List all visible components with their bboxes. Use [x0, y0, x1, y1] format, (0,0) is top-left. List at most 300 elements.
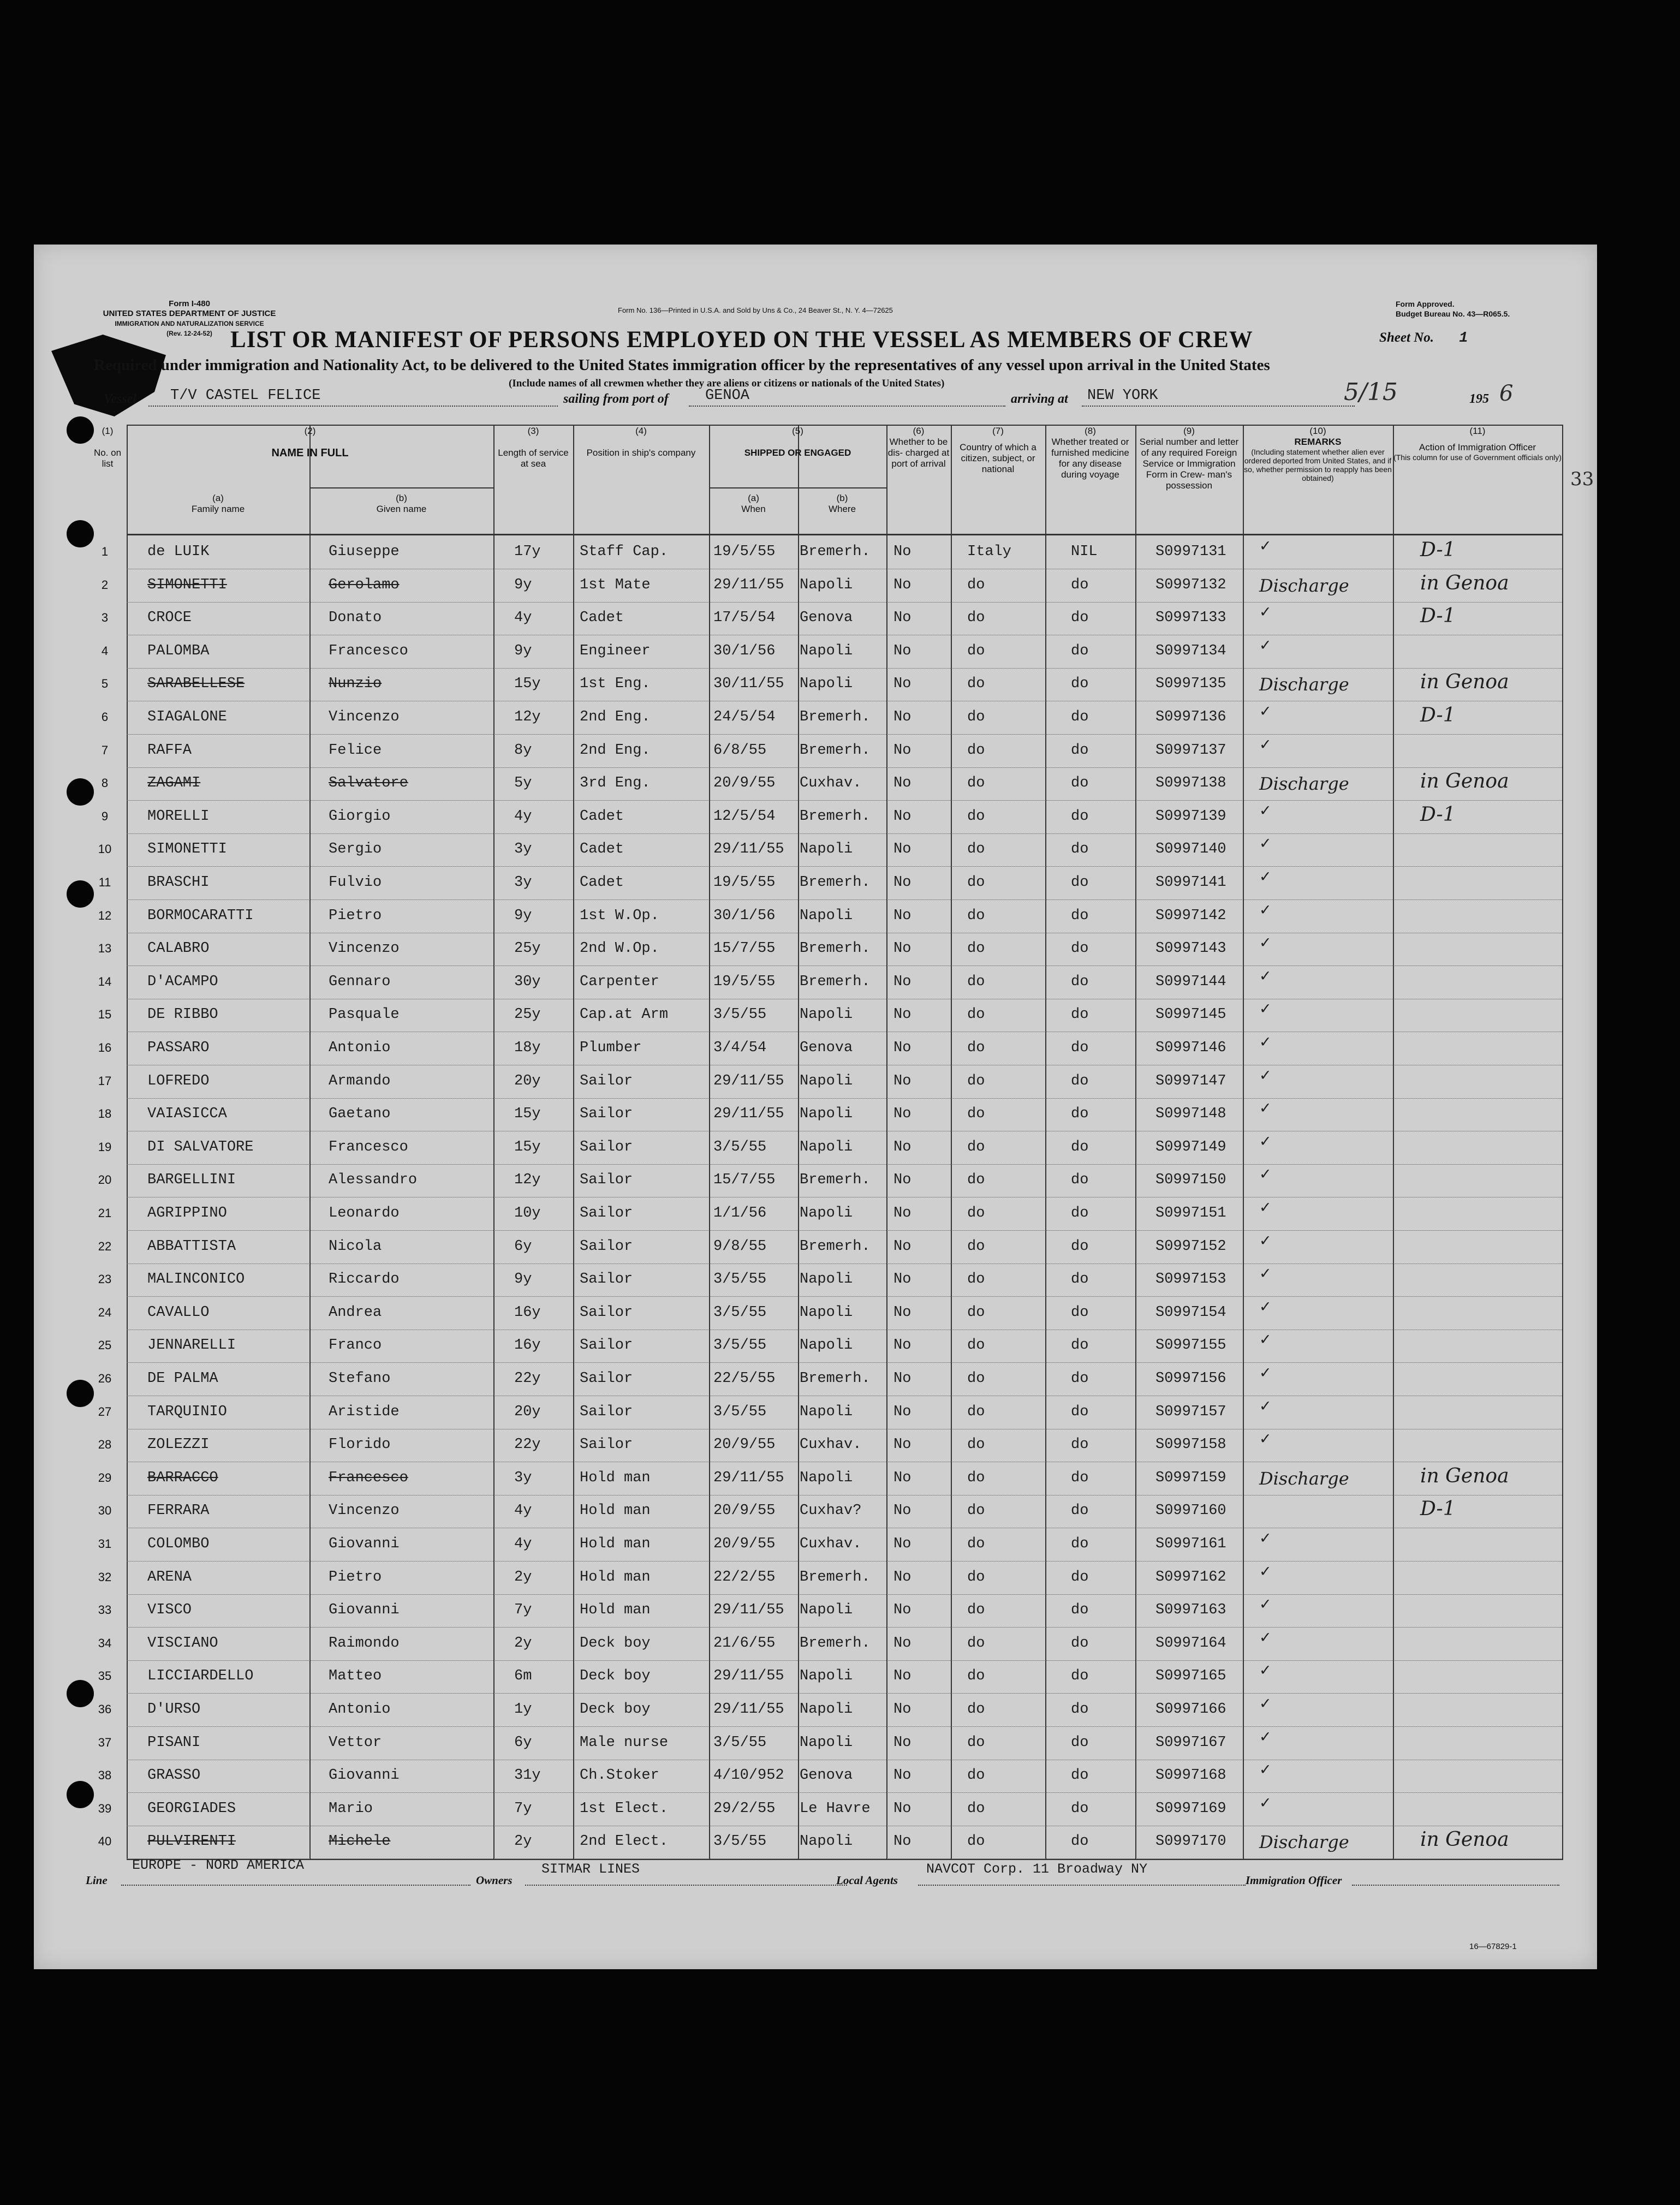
crew-family-name: SIAGALONE	[147, 709, 227, 725]
row-number: 15	[98, 1008, 112, 1022]
crew-serial-number: S0997134	[1155, 642, 1226, 659]
crew-family-name: AGRIPPINO	[147, 1205, 227, 1221]
crew-country: do	[967, 1238, 985, 1255]
row-number: 25	[98, 1338, 112, 1352]
crew-treated: do	[1071, 973, 1089, 990]
crew-length-of-service: 31y	[514, 1767, 541, 1784]
crew-shipped-where: Bremerh.	[800, 1370, 871, 1387]
crew-country: do	[967, 642, 985, 659]
crew-treated: do	[1071, 1205, 1089, 1221]
crew-position: Hold man	[580, 1503, 651, 1519]
crew-shipped-where: Bremerh.	[800, 940, 871, 957]
crew-treated: do	[1071, 775, 1089, 792]
crew-treated: do	[1071, 1469, 1089, 1486]
crew-discharged: No	[893, 1304, 912, 1321]
crew-remarks: ✓	[1259, 1232, 1272, 1249]
crew-serial-number: S0997135	[1155, 676, 1226, 693]
crew-length-of-service: 6m	[514, 1668, 532, 1685]
crew-length-of-service: 9y	[514, 907, 532, 924]
page-number: 33	[1570, 468, 1594, 490]
table-row	[34, 1066, 1597, 1099]
table-row	[34, 1198, 1597, 1231]
table-row	[34, 867, 1597, 900]
crew-shipped-when: 19/5/55	[713, 973, 776, 990]
crew-family-name: VAIASICCA	[147, 1106, 227, 1123]
crew-shipped-when: 30/1/56	[713, 907, 776, 924]
crew-discharged: No	[893, 907, 912, 924]
crew-given-name: Vincenzo	[329, 940, 400, 957]
crew-remarks: ✓	[1259, 802, 1272, 819]
row-number: 11	[98, 875, 111, 889]
crew-family-name: de LUIK	[147, 544, 210, 560]
crew-family-name: JENNARELLI	[147, 1337, 236, 1354]
crew-country: do	[967, 841, 985, 858]
agents-name: NAVCOT Corp. 11 Broadway NY	[926, 1861, 1148, 1877]
crew-family-name: BORMOCARATTI	[147, 907, 254, 924]
crew-remarks: ✓	[1259, 1199, 1272, 1216]
table-row	[34, 967, 1597, 999]
crew-officer-action: D-1	[1420, 704, 1456, 726]
crew-shipped-when: 3/5/55	[713, 1337, 767, 1354]
crew-shipped-where: Cuxhav.	[800, 775, 862, 792]
crew-discharged: No	[893, 1800, 912, 1817]
crew-given-name: Florido	[329, 1437, 391, 1453]
crew-family-name: D'URSO	[147, 1701, 201, 1718]
crew-serial-number: S0997160	[1155, 1503, 1226, 1519]
crew-treated: do	[1071, 1602, 1089, 1619]
crew-shipped-when: 3/5/55	[713, 1006, 767, 1023]
crew-officer-action: D-1	[1420, 605, 1456, 628]
crew-country: do	[967, 808, 985, 825]
table-row	[34, 1363, 1597, 1396]
crew-position: Sailor	[580, 1072, 633, 1089]
form-title: LIST OR MANIFEST OF PERSONS EMPLOYED ON THE VESSEL AS MEMBERS OF CREW	[230, 327, 1253, 353]
crew-shipped-when: 29/11/55	[713, 1668, 784, 1685]
crew-discharged: No	[893, 610, 912, 627]
crew-given-name: Salvatore	[329, 775, 408, 792]
row-number: 40	[98, 1834, 112, 1849]
crew-position: Ch.Stoker	[580, 1767, 659, 1784]
crew-treated: do	[1071, 1833, 1089, 1850]
crew-family-name: PISANI	[147, 1734, 201, 1751]
crew-given-name: Francesco	[329, 1139, 408, 1155]
col-family-header: (a) Family name	[191, 493, 245, 514]
crew-serial-number: S0997162	[1155, 1569, 1226, 1586]
crew-given-name: Gaetano	[329, 1106, 391, 1123]
table-row	[34, 999, 1597, 1032]
table-row	[34, 1595, 1597, 1628]
crew-shipped-when: 17/5/54	[713, 610, 776, 627]
crew-remarks: ✓	[1259, 1100, 1272, 1117]
crew-discharged: No	[893, 1337, 912, 1354]
crew-position: Sailor	[580, 1337, 633, 1354]
agents-label: Local Agents	[836, 1874, 898, 1887]
crew-treated: do	[1071, 1503, 1089, 1519]
crew-position: Cadet	[580, 874, 624, 891]
crew-country: do	[967, 973, 985, 990]
crew-officer-action: D-1	[1420, 803, 1456, 826]
crew-given-name: Leonardo	[329, 1205, 400, 1221]
crew-treated: do	[1071, 1635, 1089, 1652]
crew-serial-number: S0997150	[1155, 1172, 1226, 1189]
crew-family-name: MALINCONICO	[147, 1271, 245, 1288]
crew-position: 1st Eng.	[580, 676, 651, 693]
crew-shipped-where: Bremerh.	[800, 973, 871, 990]
crew-family-name: COLOMBO	[147, 1536, 210, 1552]
crew-country: do	[967, 1106, 985, 1123]
crew-shipped-where: Napoli	[800, 1734, 853, 1751]
crew-treated: do	[1071, 610, 1089, 627]
crew-shipped-when: 29/11/55	[713, 1106, 784, 1123]
crew-serial-number: S0997131	[1155, 544, 1226, 560]
crew-remarks: ✓	[1259, 636, 1272, 654]
departure-port: GENOA	[705, 388, 750, 404]
crew-discharged: No	[893, 709, 912, 725]
footer-code: 16—67829-1	[1469, 1942, 1517, 1951]
table-row	[34, 1562, 1597, 1595]
crew-family-name: MORELLI	[147, 808, 210, 825]
vessel-name: T/V CASTEL FELICE	[170, 388, 321, 404]
row-number: 27	[98, 1404, 112, 1419]
col-serial-header: (9) Serial number and letter of any required Foreign Service or Immigration Form in Crew- man's possession	[1139, 426, 1239, 491]
row-number: 19	[98, 1140, 112, 1154]
crew-given-name: Francesco	[329, 1469, 408, 1486]
col-when-header: (a) When	[741, 493, 766, 514]
crew-country: do	[967, 1403, 985, 1420]
crew-officer-action: D-1	[1420, 1498, 1456, 1521]
crew-treated: do	[1071, 1106, 1089, 1123]
crew-shipped-where: Cuxhav?	[800, 1503, 862, 1519]
owners-name: SITMAR LINES	[541, 1861, 640, 1877]
crew-family-name: GRASSO	[147, 1767, 201, 1784]
crew-country: do	[967, 576, 985, 593]
owners-label: Owners	[476, 1874, 513, 1887]
crew-length-of-service: 22y	[514, 1370, 541, 1387]
table-row	[34, 1264, 1597, 1297]
crew-family-name: SIMONETTI	[147, 841, 227, 858]
crew-shipped-where: Napoli	[800, 642, 853, 659]
crew-country: do	[967, 1139, 985, 1155]
crew-remarks: ✓	[1259, 1265, 1272, 1283]
officer-label: Immigration Officer	[1246, 1874, 1342, 1887]
crew-family-name: ARENA	[147, 1569, 192, 1586]
crew-length-of-service: 12y	[514, 709, 541, 725]
crew-family-name: RAFFA	[147, 742, 192, 759]
crew-length-of-service: 20y	[514, 1403, 541, 1420]
crew-length-of-service: 25y	[514, 1006, 541, 1023]
crew-shipped-when: 3/5/55	[713, 1734, 767, 1751]
crew-discharged: No	[893, 1536, 912, 1552]
crew-shipped-where: Napoli	[800, 1072, 853, 1089]
crew-country: do	[967, 1833, 985, 1850]
crew-family-name: DI SALVATORE	[147, 1139, 254, 1155]
crew-treated: do	[1071, 676, 1089, 693]
crew-discharged: No	[893, 544, 912, 560]
row-number: 16	[98, 1041, 112, 1054]
printer-line: Form No. 136—Printed in U.S.A. and Sold by Uns & Co., 24 Beaver St., N. Y. 4—72625	[618, 306, 893, 314]
table-row	[34, 735, 1597, 768]
crew-position: Staff Cap.	[580, 544, 669, 560]
crew-family-name: GEORGIADES	[147, 1800, 236, 1817]
crew-discharged: No	[893, 1734, 912, 1751]
crew-remarks: Discharge	[1259, 674, 1349, 695]
approval-note: Form Approved. Budget Bureau No. 43—R065.5.	[1396, 300, 1510, 318]
crew-discharged: No	[893, 1040, 912, 1056]
crew-family-name: CROCE	[147, 610, 192, 627]
crew-length-of-service: 2y	[514, 1833, 532, 1850]
crew-discharged: No	[893, 1106, 912, 1123]
crew-serial-number: S0997143	[1155, 940, 1226, 957]
crew-treated: do	[1071, 1569, 1089, 1586]
crew-shipped-when: 12/5/54	[713, 808, 776, 825]
crew-country: do	[967, 775, 985, 792]
crew-discharged: No	[893, 775, 912, 792]
crew-shipped-when: 29/11/55	[713, 841, 784, 858]
row-number: 33	[98, 1603, 112, 1617]
table-row	[34, 537, 1597, 569]
crew-position: Carpenter	[580, 973, 659, 990]
crew-country: do	[967, 1304, 985, 1321]
crew-remarks: Discharge	[1259, 1832, 1349, 1853]
row-number: 32	[98, 1570, 112, 1584]
crew-shipped-where: Cuxhav.	[800, 1536, 862, 1552]
crew-shipped-when: 20/9/55	[713, 1536, 776, 1552]
row-number: 23	[98, 1272, 112, 1286]
crew-country: do	[967, 1800, 985, 1817]
crew-country: do	[967, 1469, 985, 1486]
crew-remarks: Discharge	[1259, 575, 1349, 596]
crew-length-of-service: 3y	[514, 874, 532, 891]
crew-treated: do	[1071, 1271, 1089, 1288]
crew-serial-number: S0997140	[1155, 841, 1226, 858]
crew-given-name: Vincenzo	[329, 709, 400, 725]
crew-officer-action: in Genoa	[1420, 770, 1509, 793]
crew-length-of-service: 15y	[514, 676, 541, 693]
crew-treated: do	[1071, 742, 1089, 759]
crew-treated: do	[1071, 1006, 1089, 1023]
crew-country: do	[967, 1536, 985, 1552]
crew-remarks: ✓	[1259, 1034, 1272, 1051]
manifest-sheet	[34, 245, 1597, 1969]
table-row	[34, 636, 1597, 669]
crew-serial-number: S0997136	[1155, 709, 1226, 725]
crew-shipped-where: Bremerh.	[800, 874, 871, 891]
crew-position: Deck boy	[580, 1701, 651, 1718]
crew-discharged: No	[893, 642, 912, 659]
crew-discharged: No	[893, 973, 912, 990]
crew-treated: do	[1071, 1370, 1089, 1387]
crew-serial-number: S0997161	[1155, 1536, 1226, 1552]
crew-shipped-when: 24/5/54	[713, 709, 776, 725]
crew-serial-number: S0997152	[1155, 1238, 1226, 1255]
row-number: 24	[98, 1305, 112, 1319]
crew-shipped-when: 19/5/55	[713, 874, 776, 891]
crew-serial-number: S0997166	[1155, 1701, 1226, 1718]
crew-family-name: TARQUINIO	[147, 1403, 227, 1420]
crew-serial-number: S0997138	[1155, 775, 1226, 792]
crew-position: Sailor	[580, 1370, 633, 1387]
crew-length-of-service: 17y	[514, 544, 541, 560]
crew-shipped-where: Cuxhav.	[800, 1437, 862, 1453]
crew-remarks: ✓	[1259, 1596, 1272, 1613]
crew-remarks: ✓	[1259, 538, 1272, 555]
crew-country: do	[967, 1370, 985, 1387]
crew-shipped-where: Bremerh.	[800, 1172, 871, 1189]
crew-length-of-service: 12y	[514, 1172, 541, 1189]
crew-shipped-where: Napoli	[800, 1833, 853, 1850]
crew-position: Cap.at Arm	[580, 1006, 669, 1023]
crew-country: do	[967, 1337, 985, 1354]
crew-country: do	[967, 1668, 985, 1685]
crew-treated: do	[1071, 1139, 1089, 1155]
crew-family-name: ZAGAMI	[147, 775, 201, 792]
crew-shipped-when: 22/5/55	[713, 1370, 776, 1387]
crew-treated: do	[1071, 1800, 1089, 1817]
crew-country: do	[967, 1172, 985, 1189]
crew-remarks: ✓	[1259, 835, 1272, 853]
crew-shipped-where: Napoli	[800, 676, 853, 693]
crew-position: Cadet	[580, 808, 624, 825]
table-row	[34, 834, 1597, 867]
crew-treated: do	[1071, 1072, 1089, 1089]
vessel-label: Vessel	[104, 392, 136, 406]
crew-serial-number: S0997142	[1155, 907, 1226, 924]
crew-shipped-when: 15/7/55	[713, 1172, 776, 1189]
table-row	[34, 1495, 1597, 1528]
crew-discharged: No	[893, 576, 912, 593]
crew-country: do	[967, 1569, 985, 1586]
crew-length-of-service: 6y	[514, 1734, 532, 1751]
table-row	[34, 1661, 1597, 1694]
crew-family-name: SARABELLESE	[147, 676, 245, 693]
line-name: EUROPE - NORD AMERICA	[132, 1857, 305, 1873]
crew-serial-number: S0997165	[1155, 1668, 1226, 1685]
row-number: 21	[98, 1206, 112, 1220]
crew-treated: do	[1071, 874, 1089, 891]
crew-remarks: ✓	[1259, 934, 1272, 952]
crew-shipped-where: Bremerh.	[800, 742, 871, 759]
crew-serial-number: S0997169	[1155, 1800, 1226, 1817]
crew-treated: NIL	[1071, 544, 1098, 560]
crew-given-name: Felice	[329, 742, 382, 759]
crew-serial-number: S0997154	[1155, 1304, 1226, 1321]
crew-country: do	[967, 610, 985, 627]
table-row	[34, 1429, 1597, 1462]
crew-given-name: Aristide	[329, 1403, 400, 1420]
crew-shipped-when: 29/11/55	[713, 1072, 784, 1089]
crew-given-name: Stefano	[329, 1370, 391, 1387]
crew-length-of-service: 1y	[514, 1701, 532, 1718]
row-number: 22	[98, 1239, 112, 1253]
crew-family-name: VISCO	[147, 1602, 192, 1619]
crew-given-name: Nunzio	[329, 676, 382, 693]
crew-given-name: Franco	[329, 1337, 382, 1354]
crew-discharged: No	[893, 940, 912, 957]
row-number: 13	[98, 941, 112, 956]
crew-remarks: ✓	[1259, 1066, 1272, 1084]
table-row	[34, 801, 1597, 834]
crew-given-name: Gennaro	[329, 973, 391, 990]
crew-family-name: PULVIRENTI	[147, 1833, 236, 1850]
crew-position: 2nd Eng.	[580, 709, 651, 725]
crew-position: Male nurse	[580, 1734, 669, 1751]
crew-officer-action: in Genoa	[1420, 671, 1509, 694]
crew-shipped-when: 29/11/55	[713, 576, 784, 593]
crew-discharged: No	[893, 1403, 912, 1420]
crew-length-of-service: 30y	[514, 973, 541, 990]
crew-family-name: FERRARA	[147, 1503, 210, 1519]
crew-discharged: No	[893, 1503, 912, 1519]
table-row	[34, 1793, 1597, 1826]
table-row	[34, 603, 1597, 635]
crew-given-name: Michele	[329, 1833, 391, 1850]
crew-country: do	[967, 1734, 985, 1751]
crew-officer-action: D-1	[1420, 539, 1456, 561]
crew-family-name: BARGELLINI	[147, 1172, 236, 1189]
crew-serial-number: S0997146	[1155, 1040, 1226, 1056]
crew-country: do	[967, 874, 985, 891]
crew-discharged: No	[893, 1569, 912, 1586]
crew-shipped-when: 4/10/952	[713, 1767, 784, 1784]
crew-treated: do	[1071, 1767, 1089, 1784]
crew-country: do	[967, 676, 985, 693]
crew-serial-number: S0997133	[1155, 610, 1226, 627]
crew-shipped-where: Napoli	[800, 1668, 853, 1685]
crew-family-name: ABBATTISTA	[147, 1238, 236, 1255]
row-number: 7	[101, 743, 109, 757]
crew-position: 1st Mate	[580, 576, 651, 593]
crew-shipped-where: Genova	[800, 1040, 853, 1056]
crew-treated: do	[1071, 1668, 1089, 1685]
crew-shipped-when: 29/11/55	[713, 1602, 784, 1619]
row-number: 20	[98, 1173, 112, 1187]
row-number: 14	[98, 974, 112, 988]
crew-serial-number: S0997141	[1155, 874, 1226, 891]
crew-country: do	[967, 907, 985, 924]
crew-remarks: ✓	[1259, 1397, 1272, 1415]
crew-position: 2nd W.Op.	[580, 940, 659, 957]
crew-serial-number: S0997170	[1155, 1833, 1226, 1850]
crew-family-name: LOFREDO	[147, 1072, 210, 1089]
crew-shipped-where: Bremerh.	[800, 544, 871, 560]
table-row	[34, 1099, 1597, 1131]
crew-given-name: Francesco	[329, 642, 408, 659]
table-row	[34, 901, 1597, 933]
crew-position: Sailor	[580, 1139, 633, 1155]
agency-header: Form I-480 UNITED STATES DEPARTMENT OF JUSTICE IMMIGRATION AND NATURALIZATION SERVICE (Rev. 12-24-52)	[103, 299, 276, 337]
crew-length-of-service: 4y	[514, 1503, 532, 1519]
crew-country: do	[967, 1767, 985, 1784]
crew-length-of-service: 3y	[514, 841, 532, 858]
crew-remarks: ✓	[1259, 1364, 1272, 1381]
col-where-header: (b) Where	[828, 493, 856, 514]
crew-shipped-when: 6/8/55	[713, 742, 767, 759]
crew-length-of-service: 5y	[514, 775, 532, 792]
crew-length-of-service: 18y	[514, 1040, 541, 1056]
crew-country: do	[967, 1701, 985, 1718]
crew-length-of-service: 9y	[514, 576, 532, 593]
crew-length-of-service: 2y	[514, 1635, 532, 1652]
crew-shipped-where: Napoli	[800, 841, 853, 858]
crew-discharged: No	[893, 1072, 912, 1089]
crew-shipped-when: 30/11/55	[713, 676, 784, 693]
crew-length-of-service: 4y	[514, 1536, 532, 1552]
table-row	[34, 1694, 1597, 1727]
crew-shipped-where: Bremerh.	[800, 1569, 871, 1586]
crew-shipped-when: 22/2/55	[713, 1569, 776, 1586]
crew-remarks: ✓	[1259, 1728, 1272, 1745]
crew-given-name: Giuseppe	[329, 544, 400, 560]
